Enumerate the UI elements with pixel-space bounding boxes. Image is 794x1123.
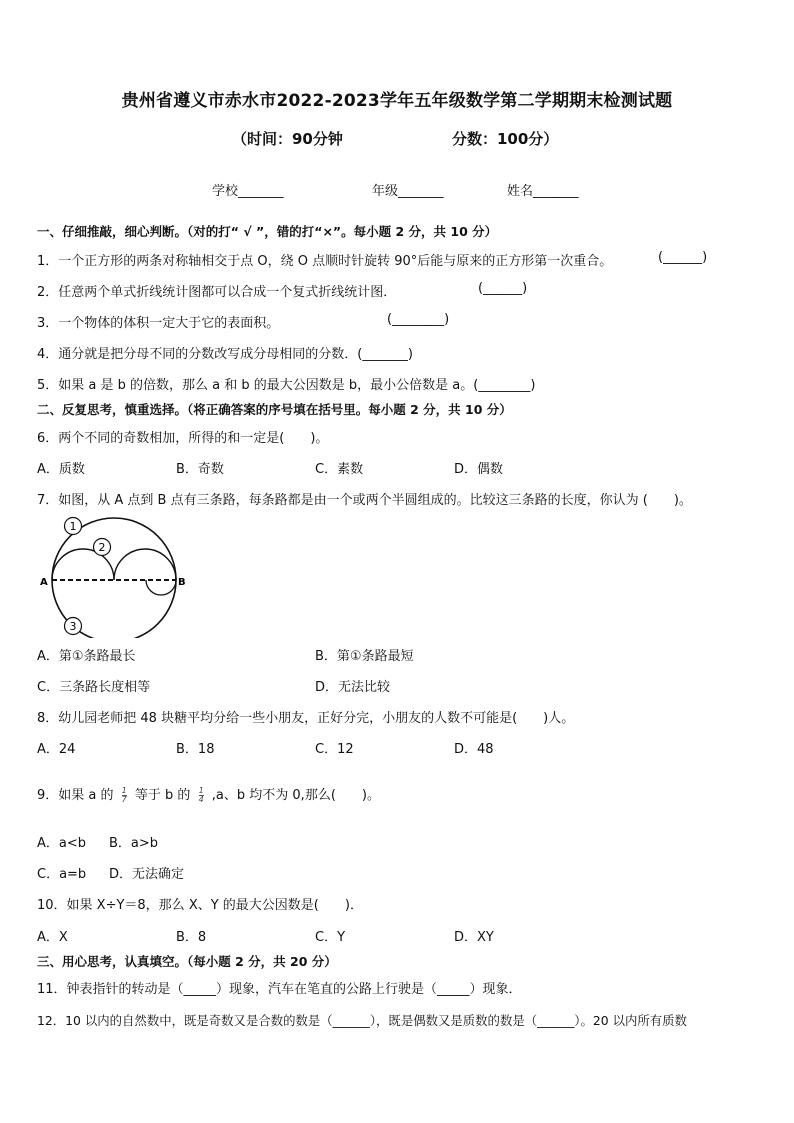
q9-text-c: ,a、b 均不为 0,那么( )。 [211,788,380,803]
fraction-1-numerator: 1 [121,786,127,795]
point-b-label: B [178,577,186,588]
q9-option-d[interactable]: D．无法确定 [109,867,185,882]
q6-option-b[interactable]: B．奇数 [176,462,224,477]
q8-option-d[interactable]: D．48 [454,742,494,757]
path-2-label: 2 [98,541,106,554]
q10-option-c[interactable]: C．Y [315,930,346,945]
q8-option-b[interactable]: B．18 [176,742,215,757]
point-a-label: A [40,577,48,588]
exam-title: 贵州省遵义市赤水市2022-2023学年五年级数学第二学期期末检测试题 [121,91,673,111]
q9-text-a: 9．如果 a 的 [37,788,114,803]
question-1: 1．一个正方形的两条对称轴相交于点 O，绕 O 点顺时针旋转 90°后能与原来的正方形第一次重合。 [37,254,613,269]
q9-option-c[interactable]: C．a=b [37,867,87,882]
q9-option-a[interactable]: A．a<b [37,836,87,851]
q8-option-c[interactable]: C．12 [315,742,354,757]
q9-text-b: 等于 b 的 [134,788,191,803]
question-11: 11．钟表指针的转动是（_____）现象，汽车在笔直的公路上行驶是（_____）现象． [37,982,522,997]
question-2: 2．任意两个单式折线统计图都可以合成一个复式折线统计图． [37,285,397,300]
section1-heading: 一、仔细推敲，细心判断。（对的打“ √ ”，错的打“×”。每小题 2 分，共 10 分） [37,224,498,239]
question-5: 5．如果 a 是 b 的倍数，那么 a 和 b 的最大公因数是 b，最小公倍数是 a。(________) [37,378,536,393]
q10-option-b[interactable]: B．8 [176,930,207,945]
q10-option-d[interactable]: D．XY [454,930,494,945]
q7-option-b[interactable]: B．第①条路最短 [315,649,414,664]
q6-option-c[interactable]: C．素数 [315,462,364,477]
question-12: 12．10 以内的自然数中，既是奇数又是合数的数是（______），既是偶数又是质数的数是（______）。20 以内所有质数 [37,1013,687,1028]
question-8: 8．幼儿园老师把 48 块糖平均分给一些小朋友，正好分完，小朋友的人数不可能是( )人。 [37,711,575,726]
question-7: 7．如图，从 A 点到 B 点有三条路，每条路都是由一个或两个半圆组成的。比较这三条路的长度，你认为 ( )。 [37,493,692,508]
q6-option-a[interactable]: A．质数 [37,462,85,477]
fraction-2-numerator: 1 [198,786,204,795]
q7-option-d[interactable]: D．无法比较 [315,680,391,695]
school-field[interactable]: 学校_______ [212,184,284,199]
question-4: 4．通分就是把分母不同的分数改写成分母相同的分数．(_______) [37,347,413,362]
path-1-label: 1 [69,520,77,533]
path-small-arc [146,580,176,595]
question-2-blank[interactable]: (______) [478,281,528,296]
q6-option-d[interactable]: D．偶数 [454,462,504,477]
fraction-1-denominator: 7 [121,795,127,804]
section2-heading: 二、反复思考，慎重选择。（将正确答案的序号填在括号里。每小题 2 分，共 10 分） [37,402,512,417]
q7-option-c[interactable]: C．三条路长度相等 [37,680,151,695]
q7-option-a[interactable]: A．第①条路最长 [37,649,136,664]
grade-field[interactable]: 年级_______ [372,184,444,199]
name-field[interactable]: 姓名_______ [507,184,579,199]
section3-heading: 三、用心思考，认真填空。（每小题 2 分，共 20 分） [37,954,337,969]
q10-option-a[interactable]: A．X [37,930,68,945]
exam-score: 分数：100分） [452,130,559,148]
question-6: 6．两个不同的奇数相加，所得的和一定是( )。 [37,431,329,446]
q9-option-b[interactable]: B．a>b [109,836,159,851]
question-1-blank[interactable]: (______) [658,250,708,265]
question-9 [37,784,380,804]
question-3: 3．一个物体的体积一定大于它的表面积。 [37,316,280,331]
fraction-one-quarter [199,787,204,804]
exam-time: （时间：90分钟 [232,130,343,148]
question-10: 10．如果 X÷Y＝8，那么 X、Y 的最大公因数是( )． [37,898,363,913]
fraction-2-denominator: 4 [198,795,204,804]
fraction-one-seventh [122,787,127,804]
question-3-blank[interactable]: (________) [387,312,450,327]
q8-option-a[interactable]: A．24 [37,742,76,757]
three-paths-figure [36,514,196,638]
path-2-arc-right [114,549,176,580]
path-3-label: 3 [69,620,77,633]
